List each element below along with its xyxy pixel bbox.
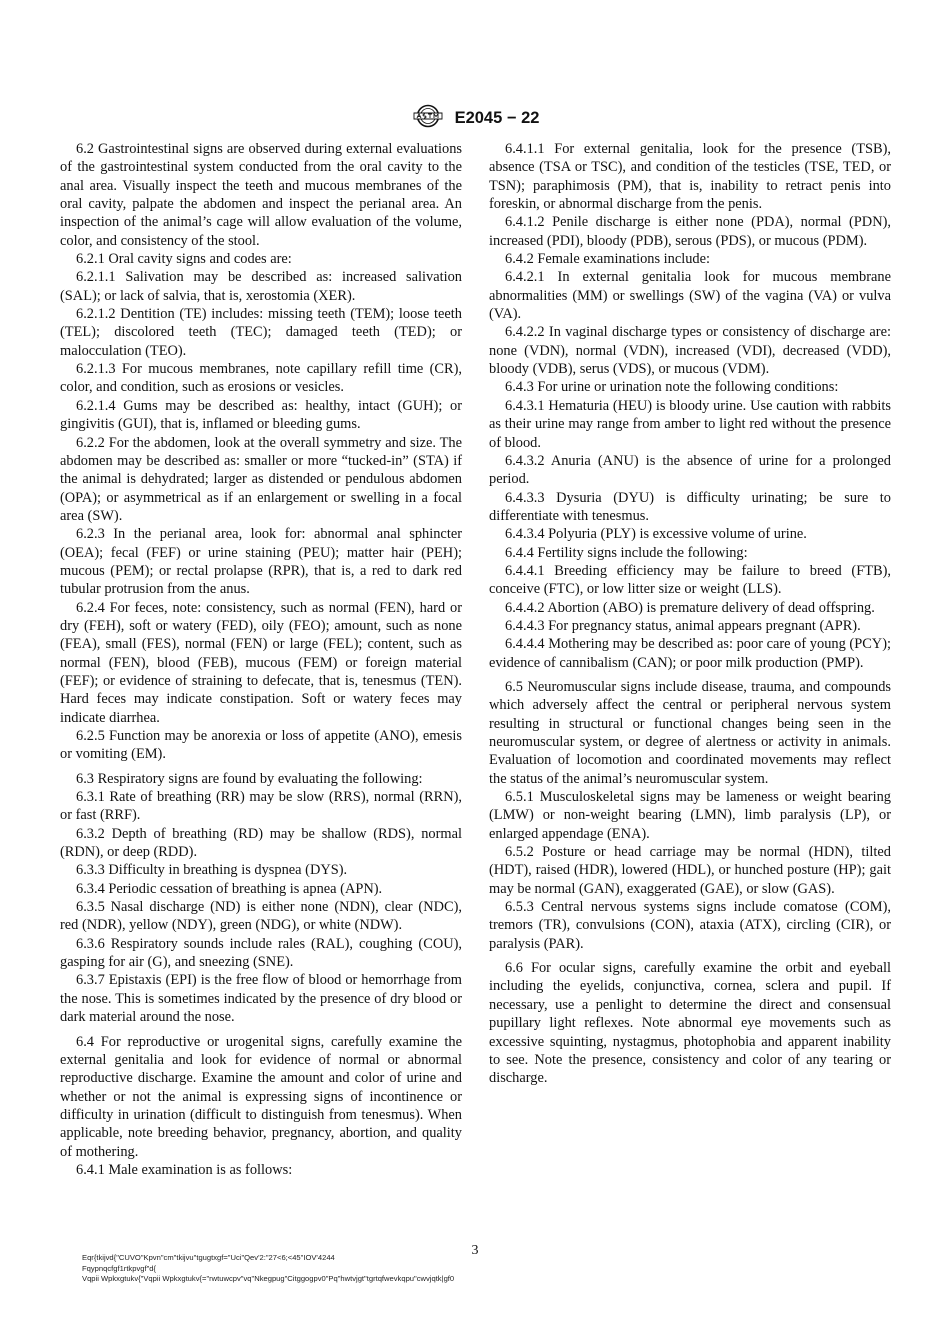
footer-line: Vqpii Wpkxgtukv{"Vqpii Wpkxgtukv{="rwtuwcpv"vq"Nkegpug"Citggogpv0"Pq"hwtvjgt"tgrtqfwevkqpu"cwvjqtk|gf0	[82, 1274, 455, 1283]
paragraph: 6.4.4.2 Abortion (ABO) is premature delivery of dead offspring.	[505, 599, 875, 616]
page-number: 3	[471, 1243, 479, 1258]
paragraph: 6.2.1.1 Salivation may be described as: increased salivation (SAL); or lack of salvia, that is, xerostomia (XER).	[60, 269, 462, 304]
paragraph: 6.4.2.1 In external genitalia look for mucous membrane abnormalities (MM) or swellings (SW) of the vagina (VA) or vulva (VA).	[489, 269, 891, 323]
paragraph: 6.3.6 Respiratory sounds include rales (RAL), coughing (COU), gasping for air (G), and sneezing (SNE).	[60, 935, 462, 971]
paragraph: 6.2 Gastrointestinal signs are observed during external evaluations of the gastrointestinal system conducted from the oral cavity to the anal area. Visually inspect the teeth and mucous membranes of the oral cavity, palpate the abdomen and inspect the perianal area. An inspection of the animal’s cage will allow evaluation of the volume, color, and consistency of the stool.	[60, 141, 462, 249]
paragraph: 6.2.2 For the abdomen, look at the overall symmetry and size. The abdomen may be described as: smaller or more “tucked-in” (STA) if the animal is dehydrated; larger as distended or pendulous abdomen (OPA); or asymmetrical as if an enlargement or swelling in a focal area (SW).	[60, 434, 462, 524]
paragraph: 6.2.1.4 Gums may be described as: healthy, intact (GUH); or gingivitis (GUI), that is, inflamed or bleeding gums.	[60, 397, 462, 433]
paragraph: 6.4.3 For urine or urination note the following conditions:	[505, 379, 839, 396]
document-designation: E2045 − 22	[454, 109, 540, 127]
paragraph: 6.4 For reproductive or urogenital signs, carefully examine the external genitalia and look for evidence of normal or abnormal reproductive discharge. Examine the amount and color of urine and whether or not the animal is expressing signs of incontinence or difficulty in urination (difficult to distinguish from tenesmus). When applicable, note breeding behavior, pregnancy, abortion, and quality of mothering.	[60, 1033, 462, 1160]
paragraph: 6.3.7 Epistaxis (EPI) is the free flow of blood or hemorrhage from the nose. This is sometimes indicated by the presence of dry blood or dark material around the nose.	[60, 972, 462, 1026]
astm-logo-icon	[411, 104, 445, 133]
paragraph: 6.6 For ocular signs, carefully examine the orbit and eyeball including the eyelids, conjunctiva, cornea, sclera and pupil. If necessary, use a penlight to determine the direct and consensual pupillary light reflexes. Note abnormal eye movements such as excessive squinting, nystagmus, photophobia and apparent inability to see. Note the presence, consistency and color of any tearing or discharge.	[489, 960, 891, 1087]
paragraph: 6.4.4 Fertility signs include the following:	[505, 544, 748, 561]
paragraph: 6.4.3.1 Hematuria (HEU) is bloody urine. Use caution with rabbits as their urine may range from amber to light red without the presence of blood.	[489, 397, 891, 451]
paragraph: 6.4.4.3 For pregnancy status, animal appears pregnant (APR).	[505, 617, 861, 634]
right-column	[489, 140, 891, 1088]
paragraph: 6.4.1.1 For external genitalia, look for the presence (TSB), absence (TSA or TSC), and condition of the testicles (TSE, TED, or TSN); paraphimosis (PM), that is, inability to retract penis into foreskin, or abnormal discharge from the penis.	[489, 141, 891, 213]
page-header	[0, 104, 950, 133]
paragraph: 6.4.3.4 Polyuria (PLY) is excessive volume of urine.	[505, 526, 807, 543]
paragraph: 6.3 Respiratory signs are found by evaluating the following:	[76, 770, 423, 787]
paragraph: 6.4.4.1 Breeding efficiency may be failure to breed (FTB), conceive (FTC), or low litter size or weight (LLS).	[489, 562, 891, 598]
footer-line: Fqypnqcfgf1rtkpvgf"d{	[82, 1263, 157, 1273]
paragraph: 6.4.4.4 Mothering may be described as: poor care of young (PCY); evidence of cannibalism (CAN); or poor milk production (PMP).	[489, 636, 891, 671]
paragraph: 6.5.3 Central nervous systems signs include comatose (COM), tremors (TR), convulsions (CON), ataxia (ATX), circling (CIR), or paralysis (PAR).	[489, 899, 891, 952]
paragraph: 6.4.2.2 In vaginal discharge types or consistency of discharge are: none (VDN), normal (VDN), increased (VDI), decreased (VDD), bloody (VDB), serus (VDS), or mucous (VDM).	[489, 324, 891, 378]
paragraph: 6.5 Neuromuscular signs include disease, trauma, and compounds which adversely affect the central or peripheral nervous system resulting in structural or functional changes being seen in the neuromuscular system, or degree of alertness or activity in animals. Evaluation of locomotion and coordinated movements may reflect the status of the animal’s neuromuscular system.	[489, 678, 891, 787]
paragraph: 6.4.3.3 Dysuria (DYU) is difficulty urinating; be sure to differentiate with tenesmus.	[489, 489, 891, 524]
paragraph: 6.3.4 Periodic cessation of breathing is apnea (APN).	[76, 880, 383, 897]
paragraph: 6.3.3 Difficulty in breathing is dyspnea (DYS).	[76, 862, 348, 879]
paragraph: 6.5.1 Musculoskeletal signs may be lameness or weight bearing (LMW) or non-weight bearing (LMN), limb paralysis (LP), or enlarged appendage (ENA).	[489, 789, 891, 842]
paragraph: 6.4.1 Male examination is as follows:	[76, 1161, 293, 1178]
paragraph: 6.4.2 Female examinations include:	[505, 251, 711, 268]
paragraph: 6.2.1.2 Dentition (TE) includes: missing teeth (TEM); loose teeth (TEL); discolored teeth (TEC); damaged teeth (TED); or malocculation (TEO).	[60, 306, 462, 359]
paragraph: 6.2.4 For feces, note: consistency, such as normal (FEN), hard or dry (FEH), soft or watery (FED), oily (FEO); amount, such as none (FEA), small (FES), normal (FEN) or large (FEL); content, such as normal (FEN), blood (FEB), mucous (FEM) or foreign material (FEF); or evidence of straining to defecate, that is, tenesmus (TEN). Hard feces may indicate constipation. Soft or watery feces may indicate diarrhea.	[60, 599, 462, 726]
paragraph: 6.2.1.3 For mucous membranes, note capillary refill time (CR), color, and condition, such as erosions or vesicles.	[60, 361, 462, 396]
paragraph: 6.2.3 In the perianal area, look for: abnormal anal sphincter (OEA); fecal (FEF) or urine staining (PEU); matter hair (PEH); mucous (PEM); or rectal prolapse (RPR), that is, a red to dark red tubular protrusion from the anus.	[60, 526, 462, 598]
paragraph: 6.3.1 Rate of breathing (RR) may be slow (RRS), normal (RRN), or fast (RRF).	[60, 789, 462, 824]
paragraph: 6.2.5 Function may be anorexia or loss of appetite (ANO), emesis or vomiting (EM).	[60, 728, 462, 763]
footer-line: Eqr{tkijvd{"CUVO"Kpvn"cm"tkijvu"tgugtxgf="Uci"Qev'2:"27<6;<45"IOV'4244	[82, 1253, 335, 1262]
paragraph: 6.3.5 Nasal discharge (ND) is either none (NDN), clear (NDC), red (NDR), yellow (NDY), green (NDG), or white (NDW).	[60, 899, 462, 934]
paragraph: 6.3.2 Depth of breathing (RD) may be shallow (RDS), normal (RDN), or deep (RDD).	[60, 825, 462, 861]
left-column	[60, 140, 462, 1179]
paragraph: 6.5.2 Posture or head carriage may be normal (HDN), tilted (HDT), raised (HDR), lowered (HDL), or hunched posture (HP); gait may be normal (GAN), exaggerated (GAE), or slow (GAS).	[489, 844, 891, 897]
paragraph: 6.4.3.2 Anuria (ANU) is the absence of urine for a prolonged period.	[489, 452, 891, 488]
copyright-footer	[82, 1253, 454, 1285]
paragraph: 6.4.1.2 Penile discharge is either none (PDA), normal (PDN), increased (PDI), bloody (PDB), serous (PDS), or mucous (PDM).	[489, 214, 891, 249]
paragraph: 6.2.1 Oral cavity signs and codes are:	[76, 251, 292, 268]
